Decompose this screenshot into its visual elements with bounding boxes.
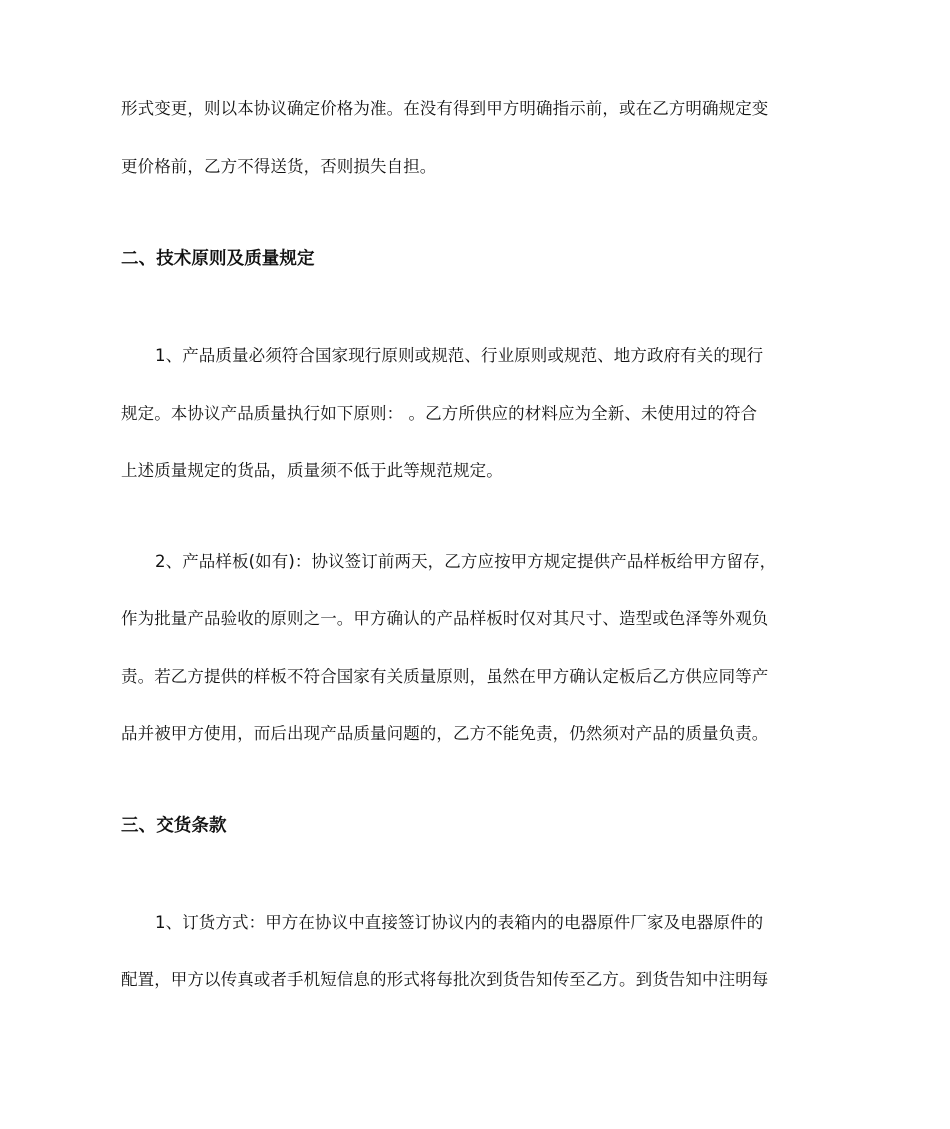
section-2-item-2-line-1: 2、产品样板(如有)：协议签订前两天，乙方应按甲方规定提供产品样板给甲方留存， [155,552,777,571]
section-2-item-1-line-2: 规定。本协议产品质量执行如下原则： 。乙方所供应的材料应为全新、未使用过的符合 [121,404,758,423]
intro-line-2: 更价格前，乙方不得送货，否则损失自担。 [121,157,437,176]
section-3-item-1-line-2: 配置，甲方以传真或者手机短信息的形式将每批次到货告知传至乙方。到货告知中注明每 [121,970,769,989]
section-3-heading: 三、交货条款 [121,816,227,836]
intro-line-1: 形式变更，则以本协议确定价格为准。在没有得到甲方明确指示前，或在乙方明确规定变 [121,99,769,118]
section-3-item-1-line-1: 1、订货方式：甲方在协议中直接签订协议内的表箱内的电器原件厂家及电器原件的 [155,913,764,932]
section-2-item-1-line-1: 1、产品质量必须符合国家现行原则或规范、行业原则或规范、地方政府有关的现行 [155,346,764,365]
section-2-item-2-line-2: 作为批量产品验收的原则之一。甲方确认的产品样板时仅对其尺寸、造型或色泽等外观负 [121,609,769,628]
section-2-item-1-line-3: 上述质量规定的货品，质量须不低于此等规范规定。 [121,461,503,480]
section-2-item-2-line-3: 责。若乙方提供的样板不符合国家有关质量原则，虽然在甲方确认定板后乙方供应同等产 [121,667,769,686]
section-2-heading: 二、技术原则及质量规定 [121,249,315,269]
section-2-item-2-line-4: 品并被甲方使用，而后出现产品质量问题的，乙方不能免责，仍然须对产品的质量负责。 [121,724,769,743]
